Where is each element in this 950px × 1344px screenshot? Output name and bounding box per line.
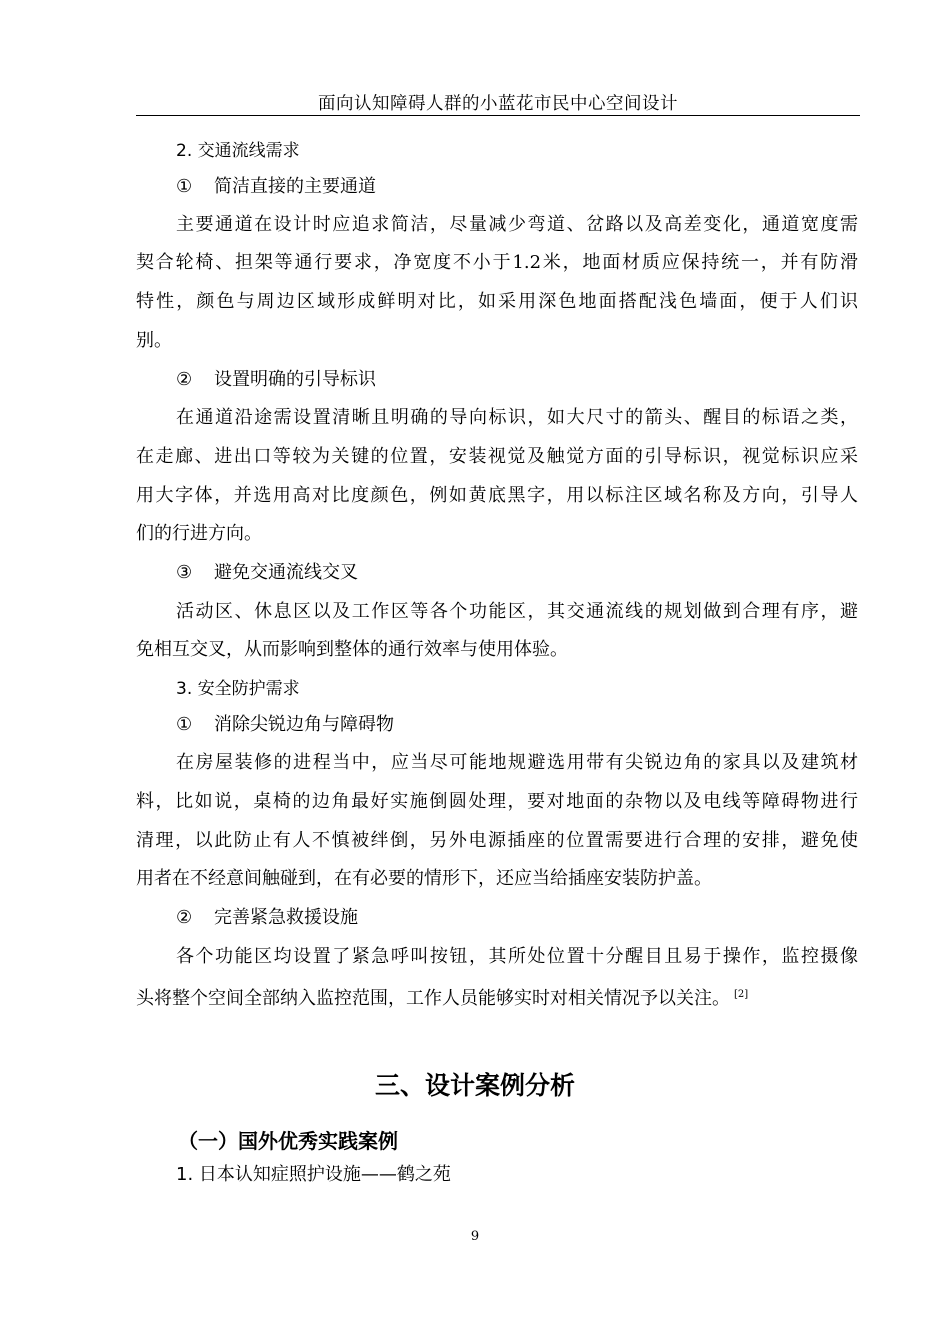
header-rule [136,115,860,116]
paragraph-line: 各个功能区均设置了紧急呼叫按钮，其所处位置十分醒目且易于操作，监控摄像 [176,946,858,967]
paragraph-line: 在房屋装修的进程当中，应当尽可能地规避选用带有尖锐边角的家具以及建筑材 [176,752,858,773]
item-title: 消除尖锐边角与障碍物 [214,714,394,735]
paragraph-line: 在通道沿途需设置清晰且明确的导向标识，如大尺寸的箭头、醒目的标语之类， [176,407,858,428]
paragraph-line: 契合轮椅、担架等通行要求，净宽度不小于1.2米，地面材质应保持统一，并有防滑 [136,252,858,273]
chapter-title: 三、设计案例分析 [374,1071,575,1100]
paragraph-line-last [136,983,748,1011]
paragraph-line: 免相互交叉，从而影响到整体的通行效率与使用体验。 [136,639,568,660]
item-marker: ① [176,176,193,197]
item-title: 避免交通流线交叉 [214,562,358,583]
paragraph-line: 用者在不经意间触碰到，在有必要的情形下，还应当给插座安装防护盖。 [136,868,712,889]
paragraph-line: 主要通道在设计时应追求简洁，尽量减少弯道、岔路以及高差变化，通道宽度需 [176,214,858,235]
subheading-main-passage [176,175,376,199]
subheading-sharp-edges [176,713,394,737]
section-title: （一）国外优秀实践案例 [178,1129,398,1153]
subsection-title: 1. 日本认知症照护设施——鹤之苑 [176,1164,451,1185]
heading-traffic-flow: 2. 交通流线需求 [176,141,300,161]
paragraph-line: 们的行进方向。 [136,523,262,544]
item-marker: ② [176,369,193,390]
item-marker: ③ [176,562,193,583]
subheading-avoid-crossing [176,561,358,585]
paragraph-line: 料，比如说，桌椅的边角最好实施倒圆处理，要对地面的杂物以及电线等障碍物进行 [136,791,858,812]
paragraph-text: 头将整个空间全部纳入监控范围，工作人员能够实时对相关情况予以关注。 [136,988,730,1009]
subheading-guidance-signs [176,368,376,392]
item-title: 简洁直接的主要通道 [214,176,376,197]
citation-ref: [2] [734,989,749,1000]
item-marker: ② [176,907,193,928]
running-header: 面向认知障碍人群的小蓝花市民中心空间设计 [318,94,678,114]
paragraph-line: 别。 [136,330,172,351]
page-number: 9 [470,1229,480,1244]
paragraph-line: 用大字体，并选用高对比度颜色，例如黄底黑字，用以标注区域名称及方向，引导人 [136,485,858,506]
subheading-emergency [176,906,358,930]
item-marker: ① [176,714,193,735]
heading-safety: 3. 安全防护需求 [176,679,300,699]
item-title: 完善紧急救援设施 [214,907,358,928]
paragraph-line: 清理，以此防止有人不慎被绊倒，另外电源插座的位置需要进行合理的安排，避免使 [136,830,858,851]
paragraph-line: 特性，颜色与周边区域形成鲜明对比，如采用深色地面搭配浅色墙面，便于人们识 [136,291,858,312]
paragraph-line: 在走廊、进出口等较为关键的位置，安装视觉及触觉方面的引导标识，视觉标识应采 [136,446,858,467]
item-title: 设置明确的引导标识 [214,369,376,390]
paragraph-line: 活动区、休息区以及工作区等各个功能区，其交通流线的规划做到合理有序，避 [176,601,858,622]
